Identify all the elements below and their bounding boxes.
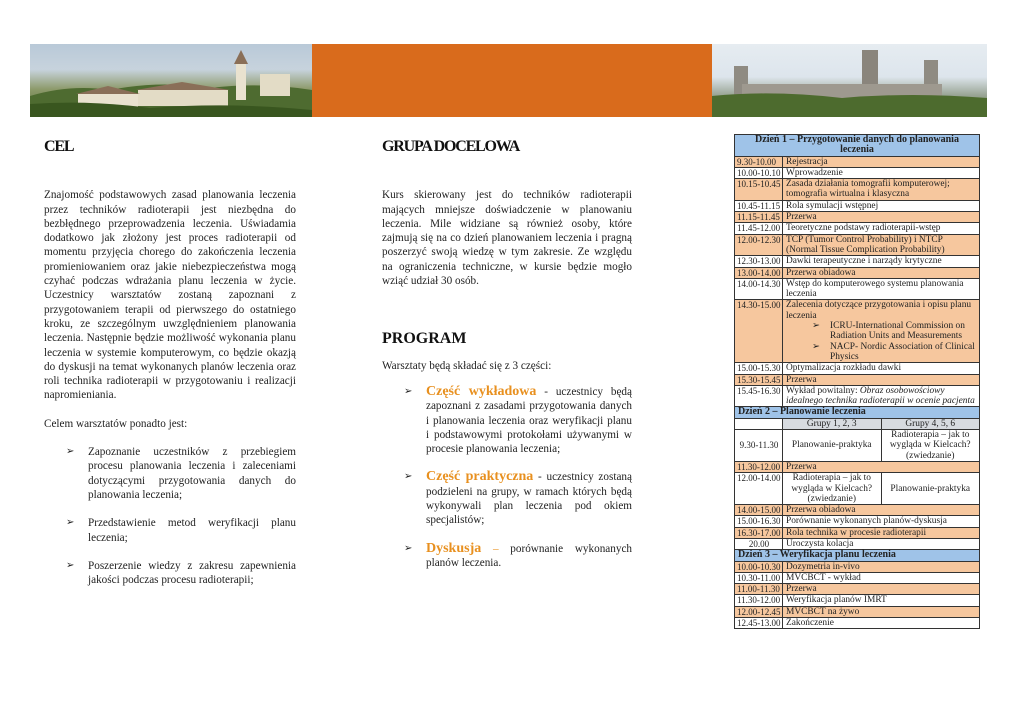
arrow-bullet-icon: ➢: [66, 559, 75, 571]
day1-header: Dzień 1 – Przygotowanie danych do planowania leczenia: [735, 135, 980, 157]
grupa-section: [382, 140, 632, 570]
time-cell: 15.00-15.30: [735, 363, 783, 374]
activity-cell: Optymalizacja rozkładu dawki: [783, 363, 980, 374]
activity-cell: Przerwa: [783, 212, 980, 223]
time-cell: 11.00-11.30: [735, 584, 783, 595]
activity-cell: Przerwa obiadowa: [783, 505, 980, 516]
time-cell: 11.30-12.00: [735, 595, 783, 606]
arrow-bullet-icon: ➢: [66, 517, 75, 529]
arrow-bullet-icon: ➢: [404, 385, 413, 397]
day3-header: Dzień 3 – Weryfikacja planu leczenia: [735, 550, 980, 561]
time-cell: 12.00-12.45: [735, 606, 783, 617]
activity-cell: Weryfikacja planów IMRT: [783, 595, 980, 606]
table-row: [735, 516, 980, 527]
day2-header: Dzień 2 – Planowanie leczenia: [735, 407, 980, 418]
activity-cell: Wstęp do komputerowego systemu planowania leczenia: [783, 278, 980, 300]
activity-cell: Przerwa: [783, 374, 980, 385]
table-row: [735, 179, 980, 201]
cel-paragraph: Znajomość podstawowych zasad planowania leczenia przez techników radioterapii jest niezbędna do bezbłędnego przeprowadzenia leczenia. Uświadamia dodatkowo jak złożony jest proces radioterapii od momentu przyjęcia chorego do zakończenia leczenia promieniowaniem oraz jakie niebezpieczeństwa mogą czyhać podczas wdrażania planu leczenia w życie. Uczestnicy warsztatów zostaną zapoznani z przygotowaniem terapii od pierwszego do ostatniego kroku, ze szczególnym uwzględnieniem planowania leczenia. Następnie będzie możliwość wykonania planu leczenia w systemie komputerowym, co będzie okazją do dyskusji na temat wykonanych planów leczenia oraz roli technika radioterapii w przygotowaniu i realizacji napromieniania.: [44, 189, 296, 402]
time-cell: 10.15-10.45: [735, 179, 783, 201]
table-row: [735, 606, 980, 617]
list-item: ➢ Część praktyczna - uczestnicy zostaną podzieleni na grupy, w ramach których będą wykonywali plan leczenia pod okiem specjalistów;: [404, 469, 632, 527]
time-cell: 11.45-12.00: [735, 223, 783, 234]
time-cell: 13.00-14.00: [735, 267, 783, 278]
grupa-heading: GRUPA DOCELOWA: [382, 138, 520, 155]
table-row: 20.00 Uroczysta kolacja: [735, 538, 980, 549]
arrow-bullet-icon: ➢: [812, 341, 820, 352]
table-row: [735, 267, 980, 278]
table-row: [735, 167, 980, 178]
activity-cell: TCP (Tumor Control Probability) i NTCP (Normal Tissue Complication Probability): [783, 234, 980, 256]
arrow-bullet-icon: ➢: [66, 446, 75, 458]
activity-cell: Zakończenie: [783, 618, 980, 629]
time-cell: 15.30-15.45: [735, 374, 783, 385]
time-cell: 12.00-12.30: [735, 234, 783, 256]
arrow-bullet-icon: ➢: [812, 321, 820, 332]
cel-section: [44, 140, 296, 587]
schedule-table: [734, 134, 980, 629]
time-cell: 16.30-17.00: [735, 527, 783, 538]
activity-cell: Dawki terapeutyczne i narządy krytyczne: [783, 256, 980, 267]
table-row: 14.30-15.00 Zalecenia dotyczące przygotowania i opisu planu leczenia ➢ ICRU-International Commission on Radiation Units and Measurements ➢ NACP- Nordic Association of Clinical Physics: [735, 300, 980, 363]
table-row: [735, 212, 980, 223]
orange-banner: [312, 44, 712, 117]
table-row: [735, 256, 980, 267]
cel-goals-list: [44, 445, 296, 587]
list-item: ➢ Dyskusja – porównanie wykonanych planów leczenia.: [404, 540, 633, 569]
table-row: [735, 584, 980, 595]
table-row: 12.00-14.00 Radioterapia – jak to wygląda w Kielcach? (zwiedzanie) Planowanie-praktyka: [735, 473, 980, 505]
table-row: [735, 200, 980, 211]
table-row: [735, 505, 980, 516]
time-cell: 10.30-11.00: [735, 572, 783, 583]
table-row: [735, 374, 980, 385]
time-cell: 14.00-15.00: [735, 505, 783, 516]
table-row: [735, 561, 980, 572]
time-cell: 10.00-10.10: [735, 167, 783, 178]
time-cell: 10.00-10.30: [735, 561, 783, 572]
time-cell: 12.30-13.00: [735, 256, 783, 267]
activity-cell: Zasada działania tomografii komputerowej; tomografia wirtualna i klasyczna: [783, 179, 980, 201]
activity-cell: Porównanie wykonanych planów-dyskusja: [783, 516, 980, 527]
table-row: 15.45-16.30 Wykład powitalny: Obraz osobowościowy idealnego technika radioterapii w ocenie pacjenta: [735, 385, 980, 407]
activity-cell: Wprowadzenie: [783, 167, 980, 178]
time-cell: 9.30-10.00: [735, 156, 783, 167]
table-row: [735, 234, 980, 256]
activity-cell: Rola technika w procesie radioterapii: [783, 527, 980, 538]
list-item: ➢ Zapoznanie uczestników z przebiegiem procesu planowania leczenia i zaleceniami dotyczącymi przygotowania danych do planowania leczenia;: [66, 446, 296, 501]
castle-illustration: [712, 44, 987, 117]
activity-cell: Przerwa obiadowa: [783, 267, 980, 278]
time-cell: 15.00-16.30: [735, 516, 783, 527]
monastery-illustration: [30, 44, 312, 117]
table-row: [735, 363, 980, 374]
arrow-bullet-icon: ➢: [404, 542, 413, 554]
table-row: [735, 618, 980, 629]
table-row: 9.30-11.30 Planowanie-praktyka Radioterapia – jak to wygląda w Kielcach? (zwiedzanie): [735, 430, 980, 462]
list-item: ➢ Część wykładowa - uczestnicy będą zapoznani z zasadami przygotowania danych i planowania leczenia oraz weryfikacji planu i podstawowymi protokołami używanymi w procesie planowania leczenia;: [404, 383, 632, 456]
activity-cell: Teoretyczne podstawy radioterapii-wstęp: [783, 223, 980, 234]
table-row: Grupy 1, 2, 3 Grupy 4, 5, 6: [735, 418, 980, 429]
activity-cell: Rejestracja: [783, 156, 980, 167]
table-row: [735, 527, 980, 538]
activity-cell: MVCBCT na żywo: [783, 606, 980, 617]
list-item: ➢ Poszerzenie wiedzy z zakresu zapewnienia jakości podczas procesu radioterapii;: [66, 559, 296, 587]
table-row: [735, 572, 980, 583]
activity-cell: Rola symulacji wstępnej: [783, 200, 980, 211]
table-row: [735, 595, 980, 606]
activity-cell: Dozymetria in-vivo: [783, 561, 980, 572]
arrow-bullet-icon: ➢: [404, 471, 413, 483]
program-list: [382, 385, 632, 570]
table-row: 11.30-12.00 Przerwa: [735, 461, 980, 472]
program-heading: PROGRAM: [382, 330, 467, 348]
program-intro: Warsztaty będą składać się z 3 części:: [382, 359, 552, 372]
cel-heading: CEL: [44, 138, 74, 155]
table-row: [735, 278, 980, 300]
time-cell: 14.00-14.30: [735, 278, 783, 300]
table-row: [735, 223, 980, 234]
activity-cell: Przerwa: [783, 584, 980, 595]
activity-cell: MVCBCT - wykład: [783, 572, 980, 583]
time-cell: 11.15-11.45: [735, 212, 783, 223]
cel-goals-intro: Celem warsztatów ponadto jest:: [44, 417, 188, 430]
list-item: ➢ Przedstawienie metod weryfikacji planu leczenia;: [66, 517, 296, 544]
table-row: [735, 156, 980, 167]
time-cell: 12.45-13.00: [735, 618, 783, 629]
monastery-photo: [30, 44, 312, 117]
time-cell: 10.45-11.15: [735, 200, 783, 211]
grupa-paragraph: Kurs skierowany jest do techników radioterapii mających mniejsze doświadczenie w planowaniu leczenia. Mile widziane są również osoby, które zajmują się na co dzień planowaniem leczenia i pragną poszerzyć swoją wiedzę w tym zakresie. Ze względu na ograniczenia techniczne, w kursie będzie mogło wziąć udział 30 osób.: [382, 189, 632, 288]
castle-photo: [712, 44, 987, 117]
